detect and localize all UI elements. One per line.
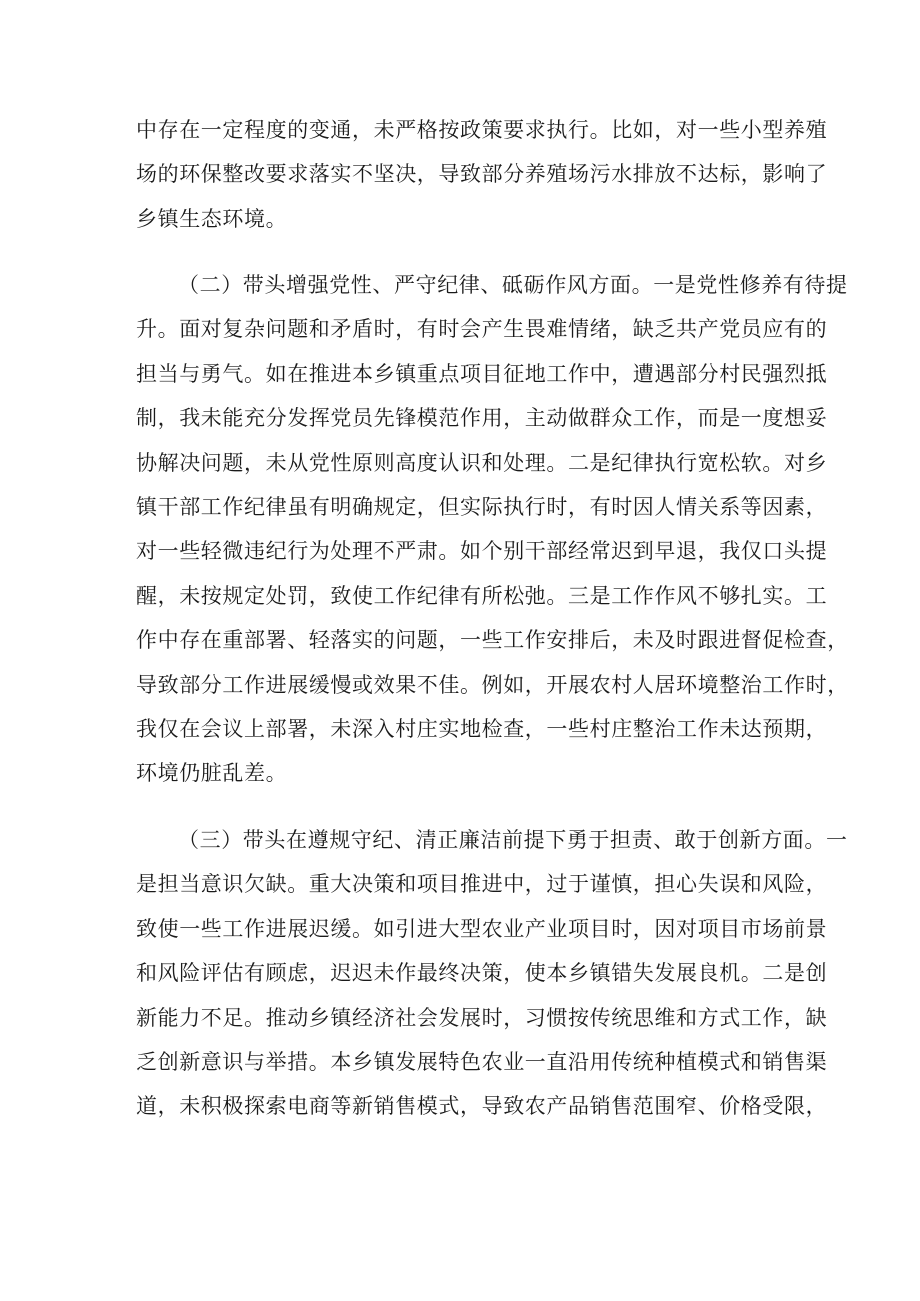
text-line: 担当与勇气。如在推进本乡镇重点项目征地工作中，遭遇部分村民强烈抵 — [136, 361, 828, 386]
text-line: 导致部分工作进展缓慢或效果不佳。例如，开展农村人居环境整治工作时， — [136, 672, 849, 697]
text-line: 镇干部工作纪律虽有明确规定，但实际执行时，有时因人情关系等因素， — [136, 494, 828, 519]
text-line: 道，未积极探索电商等新销售模式，导致农产品销售范围窄、价格受限， — [136, 1094, 828, 1119]
text-line: 场的环保整改要求落实不坚决，导致部分养殖场污水排放不达标，影响了 — [136, 162, 828, 187]
text-line: 作中存在重部署、轻落实的问题，一些工作安排后，未及时跟进督促检查， — [136, 628, 849, 653]
text-line: 致使一些工作进展迟缓。如引进大型农业产业项目时，因对项目市场前景 — [136, 916, 828, 941]
text-line: 中存在一定程度的变通，未严格按政策要求执行。比如，对一些小型养殖 — [136, 118, 828, 142]
text-line: 醒，未按规定处罚，致使工作纪律有所松弛。三是工作作风不够扎实。工 — [136, 583, 828, 608]
text-line: 我仅在会议上部署，未深入村庄实地检查，一些村庄整治工作未达预期， — [136, 716, 828, 741]
text-line: 乏创新意识与举措。本乡镇发展特色农业一直沿用传统种植模式和销售渠 — [136, 1049, 828, 1074]
paragraph-section-2 — [136, 263, 849, 796]
text-line: 和风险评估有顾虑，迟迟未作最终决策，使本乡镇错失发展良机。二是创 — [136, 961, 828, 986]
paragraph-section-3 — [136, 818, 848, 1129]
text-line: 对一些轻微违纪行为处理不严肃。如个别干部经常迟到早退，我仅口头提 — [136, 539, 828, 564]
text-line: 制，我未能充分发挥党员先锋模范作用，主动做群众工作，而是一度想妥 — [136, 406, 828, 431]
text-line: 乡镇生态环境。 — [136, 206, 288, 231]
text-line-first: （三）带头在遵规守纪、清正廉洁前提下勇于担责、敢于创新方面。一 — [178, 828, 848, 852]
text-line: 环境仍脏乱差。 — [136, 761, 288, 786]
text-line-first: （二）带头增强党性、严守纪律、砥砺作风方面。一是党性修养有待提 — [178, 273, 848, 297]
text-line: 新能力不足。推动乡镇经济社会发展时，习惯按传统思维和方式工作，缺 — [136, 1005, 828, 1030]
text-line: 协解决问题，未从党性原则高度认识和处理。二是纪律执行宽松软。对乡 — [136, 450, 828, 475]
paragraph-continuation — [136, 108, 828, 241]
text-line: 升。面对复杂问题和矛盾时，有时会产生畏难情绪，缺乏共产党员应有的 — [136, 317, 828, 342]
text-line: 是担当意识欠缺。重大决策和项目推进中，过于谨慎，担心失误和风险， — [136, 872, 828, 897]
